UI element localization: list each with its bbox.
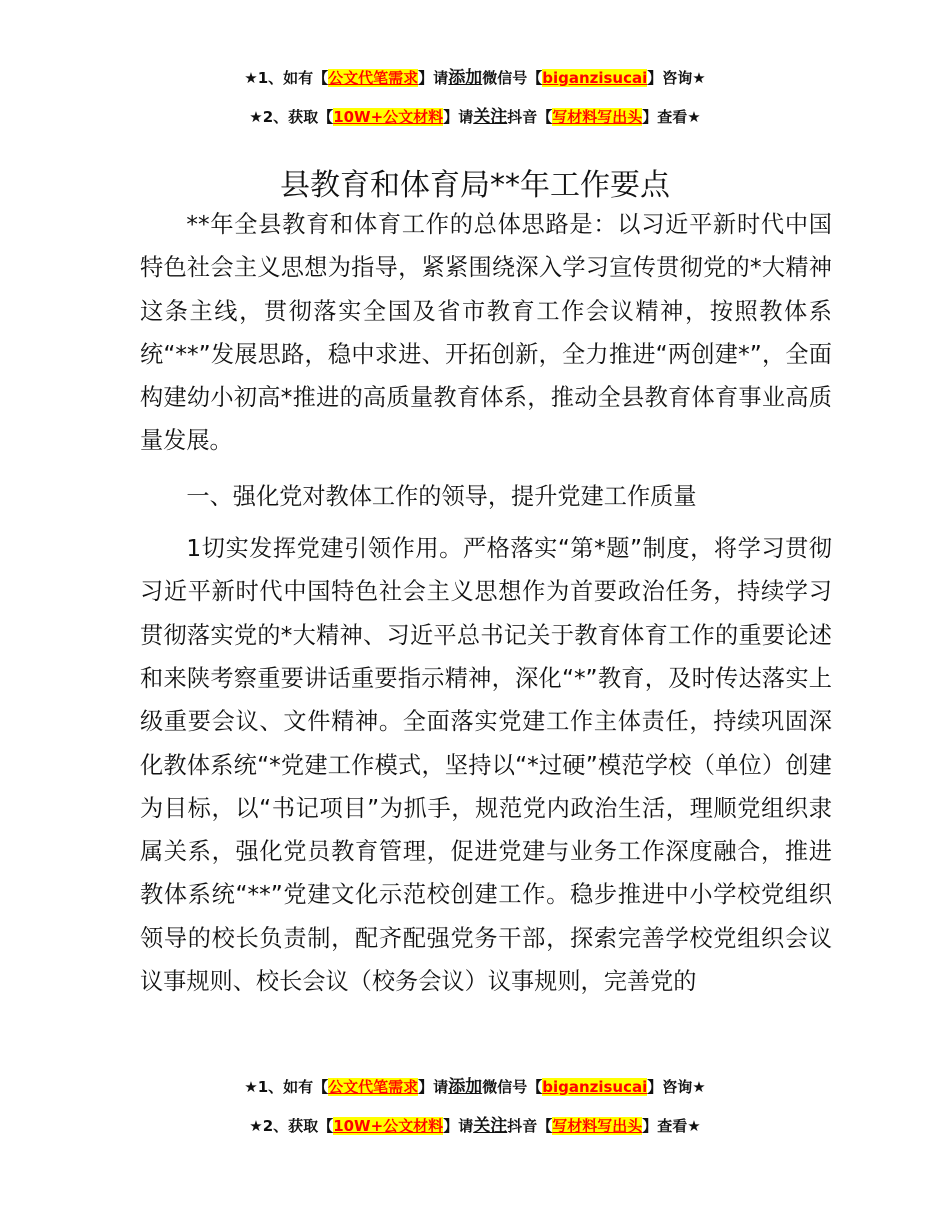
promo-highlight: 10W+公文材料 xyxy=(333,108,444,126)
douyin-account: 写材料写出头 xyxy=(552,108,643,126)
document-title: 县教育和体育局**年工作要点 xyxy=(280,168,670,204)
section-heading: 一、强化党对教体工作的领导，提升党建工作质量 xyxy=(186,482,697,510)
wechat-id: biganzisucai xyxy=(542,69,648,87)
promo-highlight: 10W+公文材料 xyxy=(333,1117,444,1135)
douyin-account: 写材料写出头 xyxy=(552,1117,643,1135)
item-paragraph: 1切实发挥党建引领作用。严格落实“第*题”制度，将学习贯彻习近平新时代中国特色社会主义思想作为首要政治任务，持续学习贯彻落实党的*大精神、习近平总书记关于教育体育工作的重要论述和来陕考察重要讲话重要指示精神，深化“*”教育，及时传达落实上级重要会议、文件精神。全面落实党建工作主体责任，持续巩固深化教体系统“*党建工作模式，坚持以“*过硬”模范学校（单位）创建为目标，以“书记项目”为抓手，规范党内政治生活，理顺党组织隶属关系，强化党员教育管理，促进党建与业务工作深度融合，推进教体系统“**”党建文化示范校创建工作。稳步推进中小学校党组织领导的校长负责制，配齐配强党务干部，探索完善学校党组织会议议事规则、校长会议（校务会议）议事规则，完善党的 xyxy=(140,535,832,996)
promo-line-2: ★2、获取【10W+公文材料】请关注抖音【写材料写出头】查看★ xyxy=(249,107,701,127)
wechat-id: biganzisucai xyxy=(542,1078,648,1096)
promo-line-2: ★2、获取【10W+公文材料】请关注抖音【写材料写出头】查看★ xyxy=(249,1116,701,1136)
promo-highlight: 公文代笔需求 xyxy=(328,69,419,87)
intro-paragraph: **年全县教育和体育工作的总体思路是：以习近平新时代中国特色社会主义思想为指导，紧紧围绕深入学习宣传贯彻党的*大精神这条主线，贯彻落实全国及省市教育工作会议精神，按照教体系统“**”发展思路，稳中求进、开拓创新，全力推进“两创建*”，全面构建幼小初高*推进的高质量教育体系，推动全县教育体育事业高质量发展。 xyxy=(140,211,832,455)
promo-line-1: ★1、如有【公文代笔需求】请添加微信号【biganzisucai】咨询★ xyxy=(244,68,706,88)
document-body xyxy=(140,203,832,1003)
promo-highlight: 公文代笔需求 xyxy=(328,1078,419,1096)
promo-line-1: ★1、如有【公文代笔需求】请添加微信号【biganzisucai】咨询★ xyxy=(244,1077,706,1097)
